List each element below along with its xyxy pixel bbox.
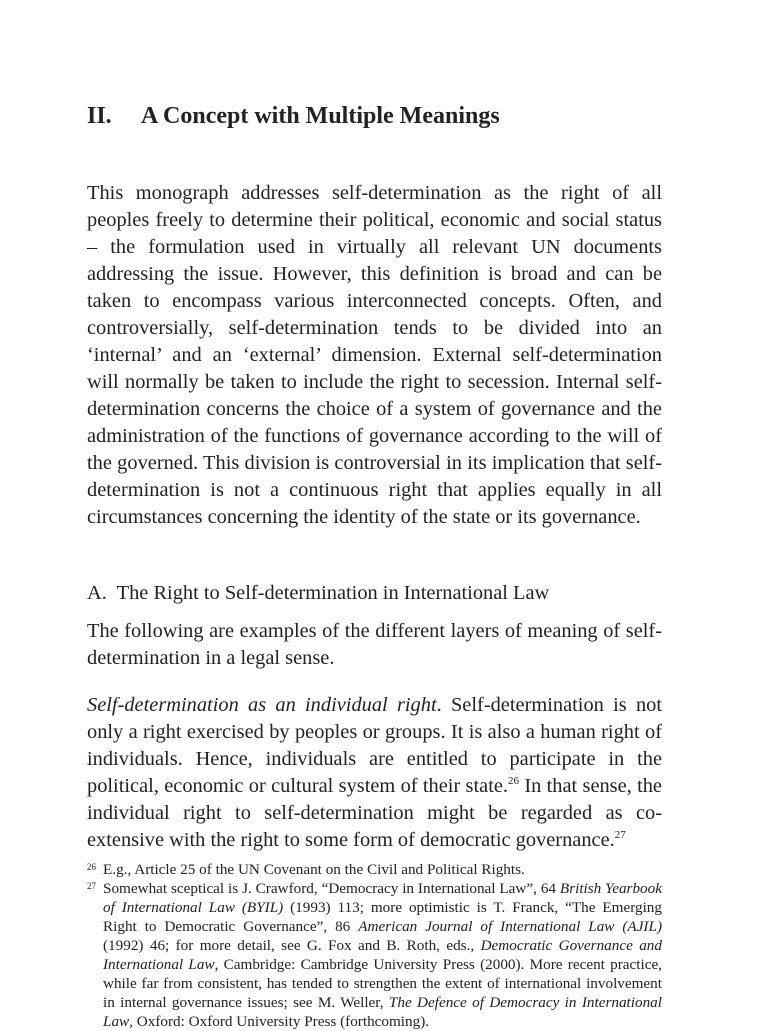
section-title: The Right to Self-determination in International Law <box>116 582 550 604</box>
footnote-citation-title: British Yearbook of International Law (BYIL) <box>103 880 662 916</box>
paragraph-text-1: . Self-determination is not only a right exercised by peoples or groups. It is also a human right of individuals. Hence, individuals are entitled to participate in the political, economic or cultural system of their state. <box>87 694 662 797</box>
footnote-mark: 26 <box>87 862 96 872</box>
footnote-mark: 27 <box>87 881 96 891</box>
footnote-text: E.g., Article 25 of the UN Covenant on the Civil and Political Rights. <box>103 861 525 878</box>
individual-right-paragraph <box>87 692 662 854</box>
footnote-citation-title: American Journal of International Law (AJIL) <box>358 918 662 935</box>
footnote-text: , Oxford: Oxford University Press (forthcoming). <box>129 1013 430 1030</box>
chapter-heading <box>87 100 500 132</box>
examples-paragraph: The following are examples of the different layers of meaning of self-determination in a legal sense. <box>87 620 662 669</box>
intro-paragraph: This monograph addresses self-determination as the right of all peoples freely to determine their political, economic and social status – the formulation used in virtually all relevant UN documents addressing the issue. However, this definition is broad and can be taken to encompass various interconnected concepts. Often, and controversially, self-determination tends to be divided into an ‘internal’ and an ‘external’ dimension. External self-determination will normally be taken to include the right to secession. Internal self-determination concerns the choice of a system of governance and the administration of the functions of governance according to the will of the governed. This division is controversial in its implication that self-determination is not a continuous right that applies equally in all circumstances concerning the identity of the state or its governance. <box>87 182 662 528</box>
section-label: A. <box>87 582 107 604</box>
footnote-27 <box>87 879 662 1031</box>
paragraph-lead: Self-determination as an individual right <box>87 694 437 716</box>
footnote-ref-26[interactable]: 26 <box>508 775 520 788</box>
footnote-ref-27[interactable]: 27 <box>614 829 626 842</box>
paragraph-text-2: In that sense, the individual right to self-determination might be regarded as co-extensive with the right to some form of democratic governance. <box>87 775 662 851</box>
chapter-number: II. <box>87 103 112 129</box>
section-heading <box>87 580 549 607</box>
chapter-title: A Concept with Multiple Meanings <box>141 103 500 129</box>
footnote-text: (1992) 46; for more detail, see G. Fox and B. Roth, eds., <box>103 937 481 954</box>
footnote-26 <box>87 860 662 879</box>
footnote-text: Somewhat sceptical is J. Crawford, “Democracy in International Law”, 64 <box>103 880 560 897</box>
footnote-citation-title: Democratic Governance and International Law <box>103 937 662 973</box>
footnotes-section <box>87 860 662 1031</box>
footnote-text: , Cambridge: Cambridge University Press (2000). More recent practice, while far from consistent, has tended to strengthen the extent of international involvement in internal governance issues; see M. Weller, <box>103 956 662 1011</box>
footnote-text: (1993) 113; more optimistic is T. Franck, “The Emerging Right to Democratic Governance”, 86 <box>103 899 662 935</box>
footnote-citation-title: The Defence of Democracy in International Law <box>103 994 662 1030</box>
